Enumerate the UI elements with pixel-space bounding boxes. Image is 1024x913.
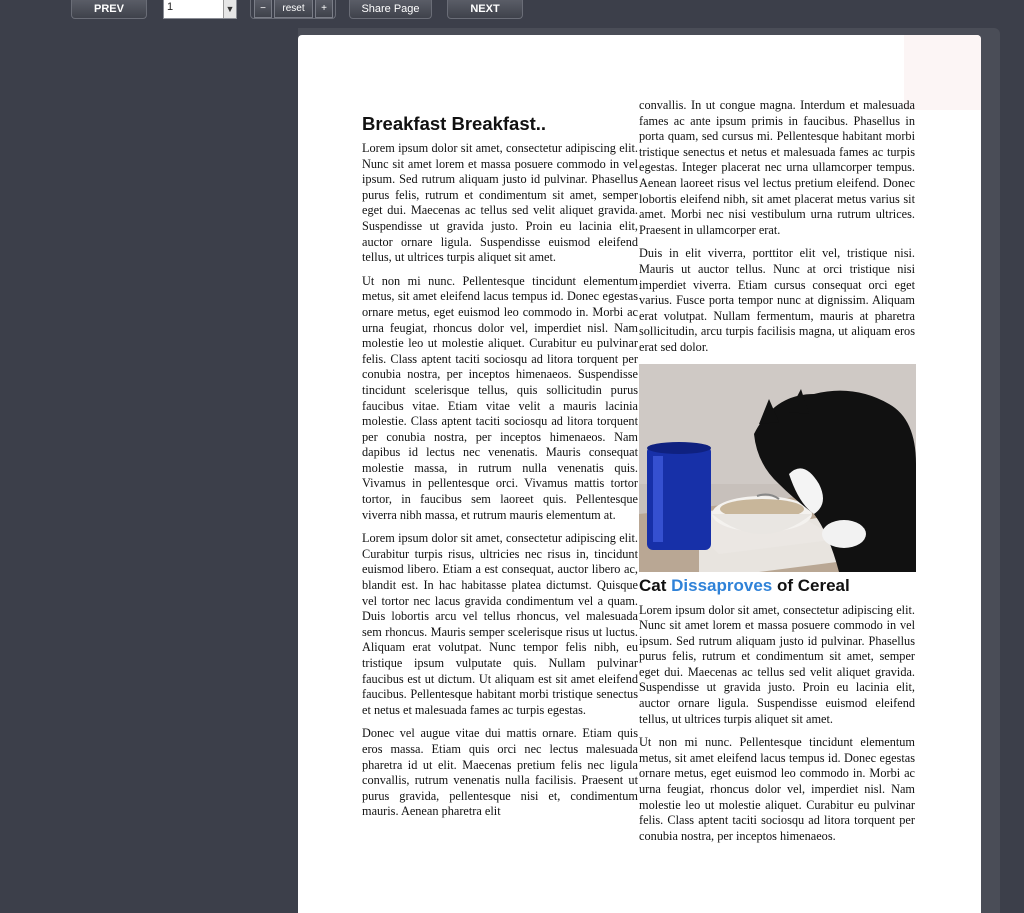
share-page-button[interactable]: Share Page xyxy=(349,0,432,19)
article-paragraph: Duis in elit viverra, porttitor elit vel, tristique nisi. Mauris ut auctor tellus. Nunc at orci tristique nisi imperdiet viverra. Etiam cursus consequat orci eget varius. Fusce porta tempor nunc at dignissim. Aliquam erat volutpat. Nullam fermentum, mauris at pharetra sollicitudin, arcu turpis facilisis magna, ut aliquam eros erat sed dolor. xyxy=(639,246,915,354)
article-title-cat-accent: Dissaproves xyxy=(671,575,773,595)
article-paragraph: Lorem ipsum dolor sit amet, consectetur adipiscing elit. Curabitur turpis risus, ultricies nec risus in, tincidunt euismod libero. Etiam a est consequat, auctor libero ac, blandit est. In hac habitasse platea dictumst. Quisque vel tortor nec lacus gravida condimentum vel a quam. Duis lobortis arcu vel tellus rhoncus, vel malesuada sem rhoncus. Mauris semper scelerisque risus ut luctus. Aliquam erat volutpat. Nunc tempor felis nibh, eu tristique ipsum vulputate quis. Nullam pulvinar faucibus est ut dictum. Ut aliquam est sit amet eleifend faucibus. Pellentesque habitant morbi tristique senectus et netus et malesuada fames ac turpis egestas. xyxy=(362,531,638,717)
top-toolbar xyxy=(0,0,1024,20)
zoom-controls xyxy=(250,0,336,19)
column-right xyxy=(639,98,915,852)
viewer-left-gutter xyxy=(18,28,298,913)
zoom-reset-button[interactable]: reset xyxy=(274,0,313,18)
article-paragraph: convallis. In ut congue magna. Interdum et malesuada fames ac ante ipsum primis in faucibus. Phasellus in porta quam, sed cursus mi. Pellentesque habitant morbi tristique senectus et netus et malesuada fames ac turpis egestas. Integer placerat nec urna ullamcorper tempus. Aenean laoreet risus vel lectus pretium eleifend. Donec lobortis eleifend nibh, sit amet placerat metus varius sit amet. Morbi nec nisi vestibulum urna rutrum ultrices. Praesent in ullamcorper erat. xyxy=(639,98,915,237)
article-title-cat-part1: Cat xyxy=(639,575,672,595)
column-left xyxy=(362,113,638,828)
zoom-out-button[interactable]: − xyxy=(254,0,272,18)
cat-cereal-image xyxy=(639,364,916,572)
page-select-value: 1 xyxy=(167,1,174,13)
article-paragraph: Lorem ipsum dolor sit amet, consectetur adipiscing elit. Nunc sit amet lorem et massa posuere commodo in vel ipsum. Sed rutrum aliquam justo id pulvinar. Phasellus purus felis, rutrum et condimentum sit amet, semper eget dui. Maecenas ac tellus sed velit aliquet gravida. Suspendisse ut gravida justo. Proin eu lacinia elit, auctor ornare ligula. Suspendisse euismod eleifend tellus, ut ultrices turpis aliquet sit amet. xyxy=(362,141,638,265)
next-button[interactable]: NEXT xyxy=(447,0,523,19)
prev-button[interactable]: PREV xyxy=(71,0,147,19)
article-paragraph: Lorem ipsum dolor sit amet, consectetur adipiscing elit. Nunc sit amet lorem et massa posuere commodo in vel ipsum. Sed rutrum aliquam justo id pulvinar. Phasellus purus felis, rutrum et condimentum sit amet, semper eget dui. Maecenas ac tellus sed velit aliquet gravida. Suspendisse ut gravida justo. Proin eu lacinia elit, auctor ornare ligula. Suspendisse euismod eleifend tellus, ut ultrices turpis aliquet sit amet. xyxy=(639,602,915,726)
article-paragraph: Donec vel augue vitae dui mattis ornare. Etiam quis eros massa. Etiam quis orci nec lectus malesuada pharetra id ut elit. Maecenas pretium felis nec ligula convallis, rutrum venenatis nulla facilisis. Praesent ut purus gravida, pellentesque nisi et, condimentum mauris. Aenean pharetra elit xyxy=(362,726,638,819)
article-paragraph: Ut non mi nunc. Pellentesque tincidunt elementum metus, sit amet eleifend lacus tempus id. Donec egestas ornare metus, eget euismod leo commodo in. Morbi ac urna feugiat, rhoncus dolor vel, imperdiet nisl. Nam molestie leo ut molestie aliquet. Curabitur eu pulvinar felis. Class aptent taciti sociosqu ad litora torquent per conubia nostra, per inceptos himenaeos. xyxy=(639,735,915,843)
page-corner-decoration xyxy=(904,35,981,110)
cat-cereal-photo xyxy=(639,364,916,572)
article-title-breakfast: Breakfast Breakfast.. xyxy=(362,113,547,134)
zoom-in-button[interactable]: + xyxy=(315,0,333,18)
page-select[interactable] xyxy=(163,0,237,19)
chevron-down-icon[interactable]: ▼ xyxy=(223,0,236,18)
article-paragraph: Ut non mi nunc. Pellentesque tincidunt elementum metus, sit amet eleifend lacus tempus id. Donec egestas ornare metus, eget euismod leo commodo in. Morbi ac urna feugiat, rhoncus dolor vel, imperdiet nisl. Nam molestie leo ut molestie aliquet. Curabitur eu pulvinar felis. Class aptent taciti sociosqu ad litora torquent per conubia nostra, per inceptos himenaeos. Suspendisse tincidunt scelerisque tellus, quis sollicitudin purus faucibus vitae. Etiam vitae velit a mauris lacinia molestie. Class aptent taciti sociosqu ad litora torquent per conubia nostra, per inceptos himenaeos. Nam dapibus id lectus nec venenatis. Mauris consequat molestie massa, in rutrum nulla venenatis quis. Vivamus in pellentesque orci. Vivamus mattis tortor tortor, in faucibus sem laoreet quis. Pellentesque viverra nibh massa, et rutrum mauris elementum at. xyxy=(362,273,638,522)
article-title-cat-part2: of Cereal xyxy=(772,575,850,595)
document-page xyxy=(298,35,981,913)
article-title-cat xyxy=(639,575,915,597)
